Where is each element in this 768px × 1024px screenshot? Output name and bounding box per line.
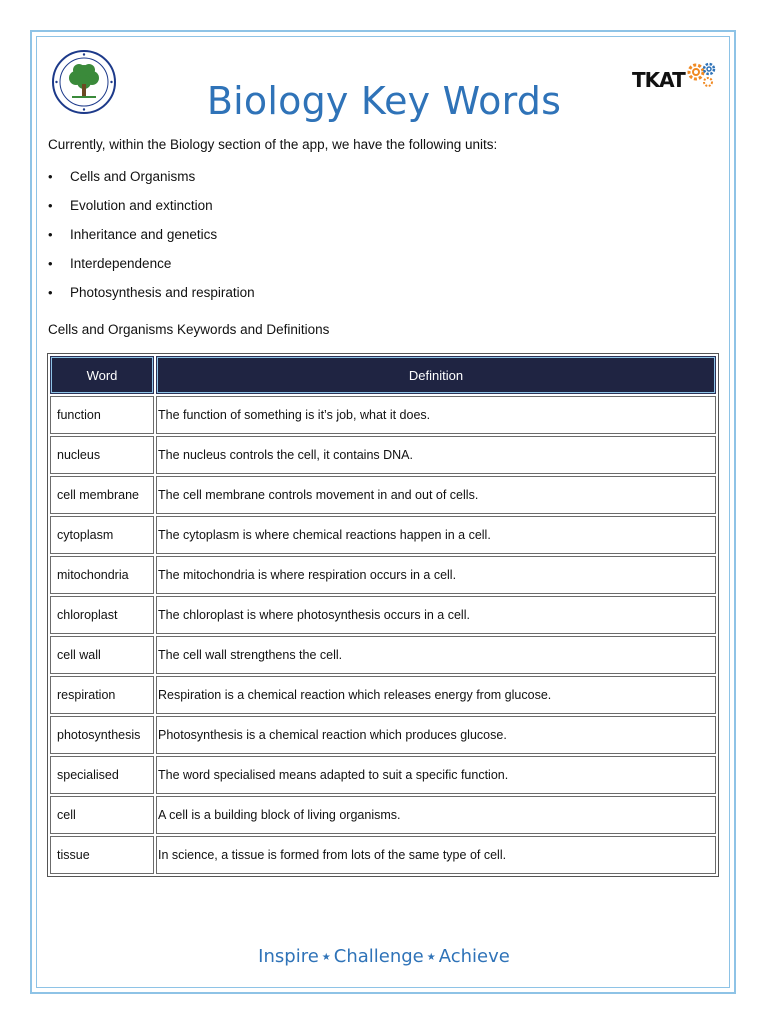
table-row bbox=[50, 636, 716, 674]
list-item bbox=[48, 255, 255, 284]
word-cell: cell bbox=[50, 796, 154, 834]
keywords-table bbox=[47, 353, 719, 877]
definition-cell: In science, a tissue is formed from lots of the same type of cell. bbox=[156, 836, 716, 874]
table-row bbox=[50, 836, 716, 874]
keywords-table-wrapper bbox=[47, 353, 719, 877]
bullet-icon: • bbox=[48, 169, 53, 184]
header-definition: Definition bbox=[156, 356, 716, 394]
word-cell: cell membrane bbox=[50, 476, 154, 514]
table-header-row bbox=[50, 356, 716, 394]
list-item bbox=[48, 226, 255, 255]
word-cell: nucleus bbox=[50, 436, 154, 474]
definition-cell: A cell is a building block of living organisms. bbox=[156, 796, 716, 834]
word-cell: specialised bbox=[50, 756, 154, 794]
unit-label: Inheritance and genetics bbox=[70, 227, 218, 242]
list-item bbox=[48, 284, 255, 313]
definition-cell: Photosynthesis is a chemical reaction which produces glucose. bbox=[156, 716, 716, 754]
word-cell: function bbox=[50, 396, 154, 434]
definition-cell: Respiration is a chemical reaction which releases energy from glucose. bbox=[156, 676, 716, 714]
table-row bbox=[50, 756, 716, 794]
bullet-icon: • bbox=[48, 198, 53, 213]
units-list bbox=[48, 168, 255, 313]
definition-cell: The cell membrane controls movement in and out of cells. bbox=[156, 476, 716, 514]
definition-cell: The nucleus controls the cell, it contains DNA. bbox=[156, 436, 716, 474]
definition-cell: The function of something is it’s job, what it does. bbox=[156, 396, 716, 434]
word-cell: cell wall bbox=[50, 636, 154, 674]
table-row bbox=[50, 516, 716, 554]
table-row bbox=[50, 476, 716, 514]
header-word: Word bbox=[50, 356, 154, 394]
definition-cell: The cell wall strengthens the cell. bbox=[156, 636, 716, 674]
word-cell: cytoplasm bbox=[50, 516, 154, 554]
motto-challenge: Challenge bbox=[333, 946, 424, 967]
section-heading: Cells and Organisms Keywords and Definitions bbox=[48, 322, 330, 337]
word-cell: respiration bbox=[50, 676, 154, 714]
star-icon: ★ bbox=[321, 951, 331, 963]
bullet-icon: • bbox=[48, 285, 53, 300]
motto-inspire: Inspire bbox=[258, 946, 319, 967]
list-item bbox=[48, 197, 255, 226]
word-cell: tissue bbox=[50, 836, 154, 874]
definition-cell: The word specialised means adapted to suit a specific function. bbox=[156, 756, 716, 794]
word-cell: chloroplast bbox=[50, 596, 154, 634]
table-row bbox=[50, 676, 716, 714]
table-row bbox=[50, 796, 716, 834]
word-cell: photosynthesis bbox=[50, 716, 154, 754]
tkat-logo-text: TKAT bbox=[632, 68, 685, 92]
star-icon: ★ bbox=[426, 951, 436, 963]
page-title: Biology Key Words bbox=[206, 79, 562, 123]
list-item bbox=[48, 168, 255, 197]
definition-cell: The mitochondria is where respiration occurs in a cell. bbox=[156, 556, 716, 594]
definition-cell: The cytoplasm is where chemical reactions happen in a cell. bbox=[156, 516, 716, 554]
bullet-icon: • bbox=[48, 227, 53, 242]
table-row bbox=[50, 716, 716, 754]
bullet-icon: • bbox=[48, 256, 53, 271]
unit-label: Interdependence bbox=[70, 256, 172, 271]
footer-motto bbox=[0, 946, 768, 967]
table-row bbox=[50, 396, 716, 434]
word-cell: mitochondria bbox=[50, 556, 154, 594]
table-row bbox=[50, 596, 716, 634]
motto-achieve: Achieve bbox=[438, 946, 510, 967]
intro-text: Currently, within the Biology section of the app, we have the following units: bbox=[48, 137, 498, 152]
unit-label: Cells and Organisms bbox=[70, 169, 196, 184]
table-row bbox=[50, 436, 716, 474]
table-row bbox=[50, 556, 716, 594]
definition-cell: The chloroplast is where photosynthesis occurs in a cell. bbox=[156, 596, 716, 634]
unit-label: Evolution and extinction bbox=[70, 198, 213, 213]
unit-label: Photosynthesis and respiration bbox=[70, 285, 255, 300]
